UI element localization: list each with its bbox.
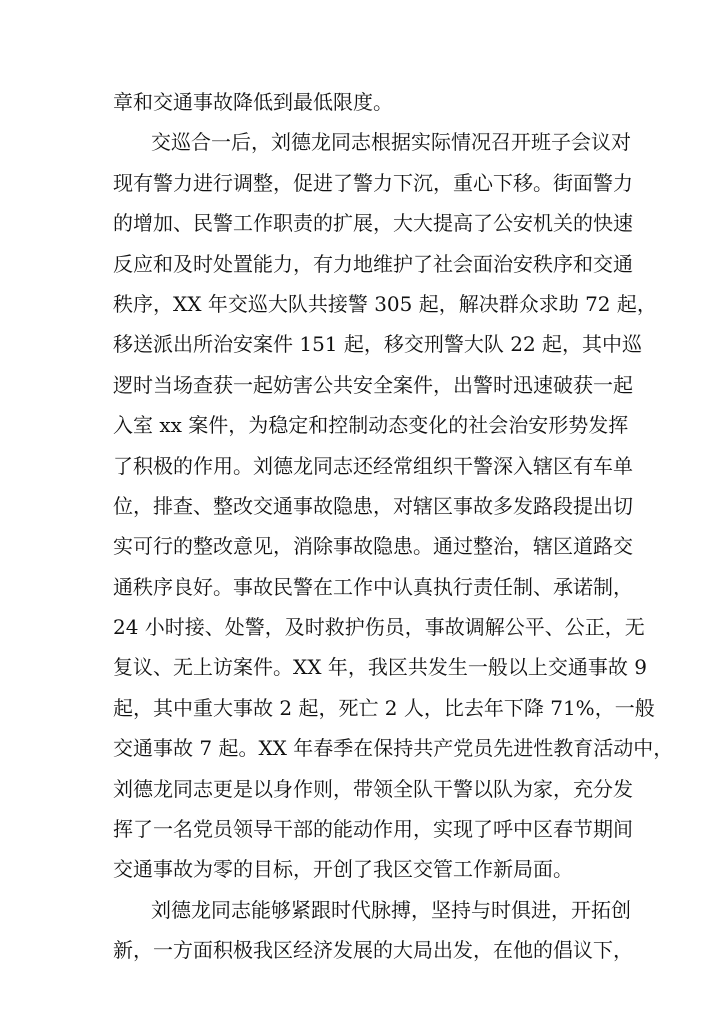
text-line: 逻时当场查获一起妨害公共安全案件，出警时迅速破获一起	[113, 372, 633, 397]
text-line: 秩序，XX 年交巡大队共接警 305 起，解决群众求助 72 起，	[113, 291, 657, 316]
text-line: 新，一方面积极我区经济发展的大局出发，在他的倡议下，	[113, 938, 633, 963]
text-line: 交巡合一后，刘德龙同志根据实际情况召开班子会议对	[151, 130, 631, 155]
text-line: 移送派出所治安案件 151 起，移交刑警大队 22 起，其中巡	[113, 332, 643, 357]
text-line: 现有警力进行调整，促进了警力下沉，重心下移。街面警力	[113, 170, 633, 195]
text-line: 交通事故 7 起。XX 年春季在保持共产党员先进性教育活动中，	[113, 736, 674, 761]
text-line: 刘德龙同志能够紧跟时代脉搏，坚持与时俱进，开拓创	[151, 897, 631, 922]
text-line: 入室 xx 案件，为稳定和控制动态变化的社会治安形势发挥	[113, 413, 629, 438]
text-line: 刘德龙同志更是以身作则，带领全队干警以队为家，充分发	[113, 776, 633, 801]
text-line: 起，其中重大事故 2 起，死亡 2 人，比去年下降 71%，一般	[113, 695, 655, 720]
text-line: 交通事故为零的目标，开创了我区交管工作新局面。	[113, 857, 573, 882]
text-line: 挥了一名党员领导干部的能动作用，实现了呼中区春节期间	[113, 817, 633, 842]
text-line: 章和交通事故降低到最低限度。	[113, 90, 393, 114]
text-line: 了积极的作用。刘德龙同志还经常组织干警深入辖区有车单	[113, 453, 633, 478]
text-line: 实可行的整改意见，消除事故隐患。通过整治，辖区道路交	[113, 534, 633, 559]
text-line: 位，排查、整改交通事故隐患，对辖区事故多发路段提出切	[113, 493, 633, 518]
text-line: 反应和及时处置能力，有力地维护了社会面治安秩序和交通	[113, 251, 633, 276]
text-line: 复议、无上访案件。XX 年，我区共发生一般以上交通事故 9	[113, 655, 647, 680]
text-line: 24 小时接、处警，及时救护伤员，事故调解公平、公正，无	[113, 615, 645, 640]
document-body	[113, 82, 674, 971]
text-line: 的增加、民警工作职责的扩展，大大提高了公安机关的快速	[113, 211, 633, 236]
text-line: 通秩序良好。事故民警在工作中认真执行责任制、承诺制，	[113, 574, 633, 599]
